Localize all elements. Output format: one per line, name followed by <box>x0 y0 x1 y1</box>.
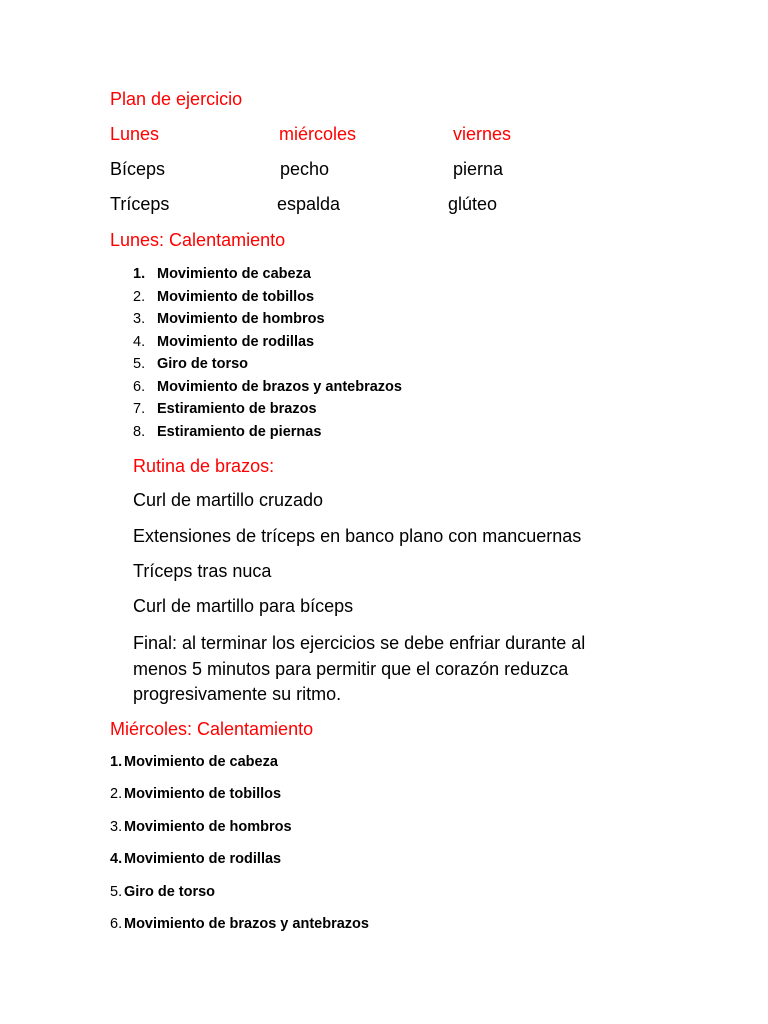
list-item-text: Movimiento de tobillos <box>157 288 315 305</box>
list-item-text: Estiramiento de piernas <box>157 423 322 440</box>
list-item-text: Movimiento de brazos y antebrazos <box>157 378 402 395</box>
list-item-text: Giro de torso <box>157 356 249 372</box>
routine-item: Extensiones de tríceps en banco plano con mancuernas <box>133 526 582 546</box>
list-number: 5. <box>110 883 123 900</box>
list-item <box>133 263 402 286</box>
list-item <box>110 751 369 783</box>
schedule-cell: pierna <box>453 159 504 179</box>
list-item-text: Movimiento de hombros <box>124 818 292 835</box>
routine-item: Curl de martillo para bíceps <box>133 596 354 616</box>
list-item <box>133 308 402 331</box>
list-item-text: Movimiento de tobillos <box>124 786 282 803</box>
list-item <box>133 286 402 309</box>
list-item-text: Movimiento de cabeza <box>157 266 311 282</box>
list-number: 2. <box>110 786 123 803</box>
list-number: 1. <box>133 266 146 282</box>
routine-item: Curl de martillo cruzado <box>133 490 324 510</box>
list-item <box>133 398 402 421</box>
schedule-day-lunes: Lunes <box>110 124 160 144</box>
list-number: 6. <box>133 378 146 395</box>
schedule-cell: espalda <box>277 194 341 214</box>
list-number: 2. <box>133 288 146 305</box>
list-number: 4. <box>133 333 146 350</box>
list-number: 4. <box>110 851 123 868</box>
list-item <box>133 376 402 399</box>
list-item-text: Movimiento de rodillas <box>157 333 315 350</box>
schedule-day-viernes: viernes <box>453 124 512 144</box>
list-item-text: Estiramiento de brazos <box>157 401 317 417</box>
final-note: Final: al terminar los ejercicios se debe enfriar durante al menos 5 minutos para permitir que el corazón reduzca progresivamente su ritmo. <box>133 633 586 704</box>
list-item-text: Giro de torso <box>124 883 216 900</box>
schedule-cell: glúteo <box>448 194 498 214</box>
list-number: 7. <box>133 401 146 417</box>
section-heading-lunes: Lunes: Calentamiento <box>110 230 286 250</box>
routine-item: Tríceps tras nuca <box>133 561 272 581</box>
list-number: 3. <box>110 818 123 835</box>
list-number: 3. <box>133 311 146 327</box>
document-title: Plan de ejercicio <box>110 89 243 109</box>
warmup-list-miercoles <box>110 751 369 945</box>
list-number: 6. <box>110 915 123 932</box>
list-item <box>110 881 369 913</box>
schedule-cell: Tríceps <box>110 194 170 214</box>
list-item <box>133 331 402 354</box>
list-item <box>110 913 369 945</box>
list-item-text: Movimiento de cabeza <box>124 754 278 770</box>
schedule-cell: Bíceps <box>110 159 166 179</box>
list-number: 5. <box>133 356 146 372</box>
list-item-text: Movimiento de rodillas <box>124 851 282 868</box>
list-item <box>110 816 369 848</box>
schedule-cell: pecho <box>280 159 330 179</box>
list-item-text: Movimiento de brazos y antebrazos <box>124 915 369 932</box>
routine-heading: Rutina de brazos: <box>133 456 275 476</box>
schedule-day-miercoles: miércoles <box>279 124 357 144</box>
list-number: 8. <box>133 423 146 440</box>
list-item <box>110 783 369 815</box>
list-item <box>133 421 402 444</box>
list-item <box>133 353 402 376</box>
section-heading-miercoles: Miércoles: Calentamiento <box>110 719 314 739</box>
warmup-list-lunes <box>133 263 402 443</box>
list-item-text: Movimiento de hombros <box>157 311 325 327</box>
list-item <box>110 848 369 880</box>
list-number: 1. <box>110 754 123 770</box>
